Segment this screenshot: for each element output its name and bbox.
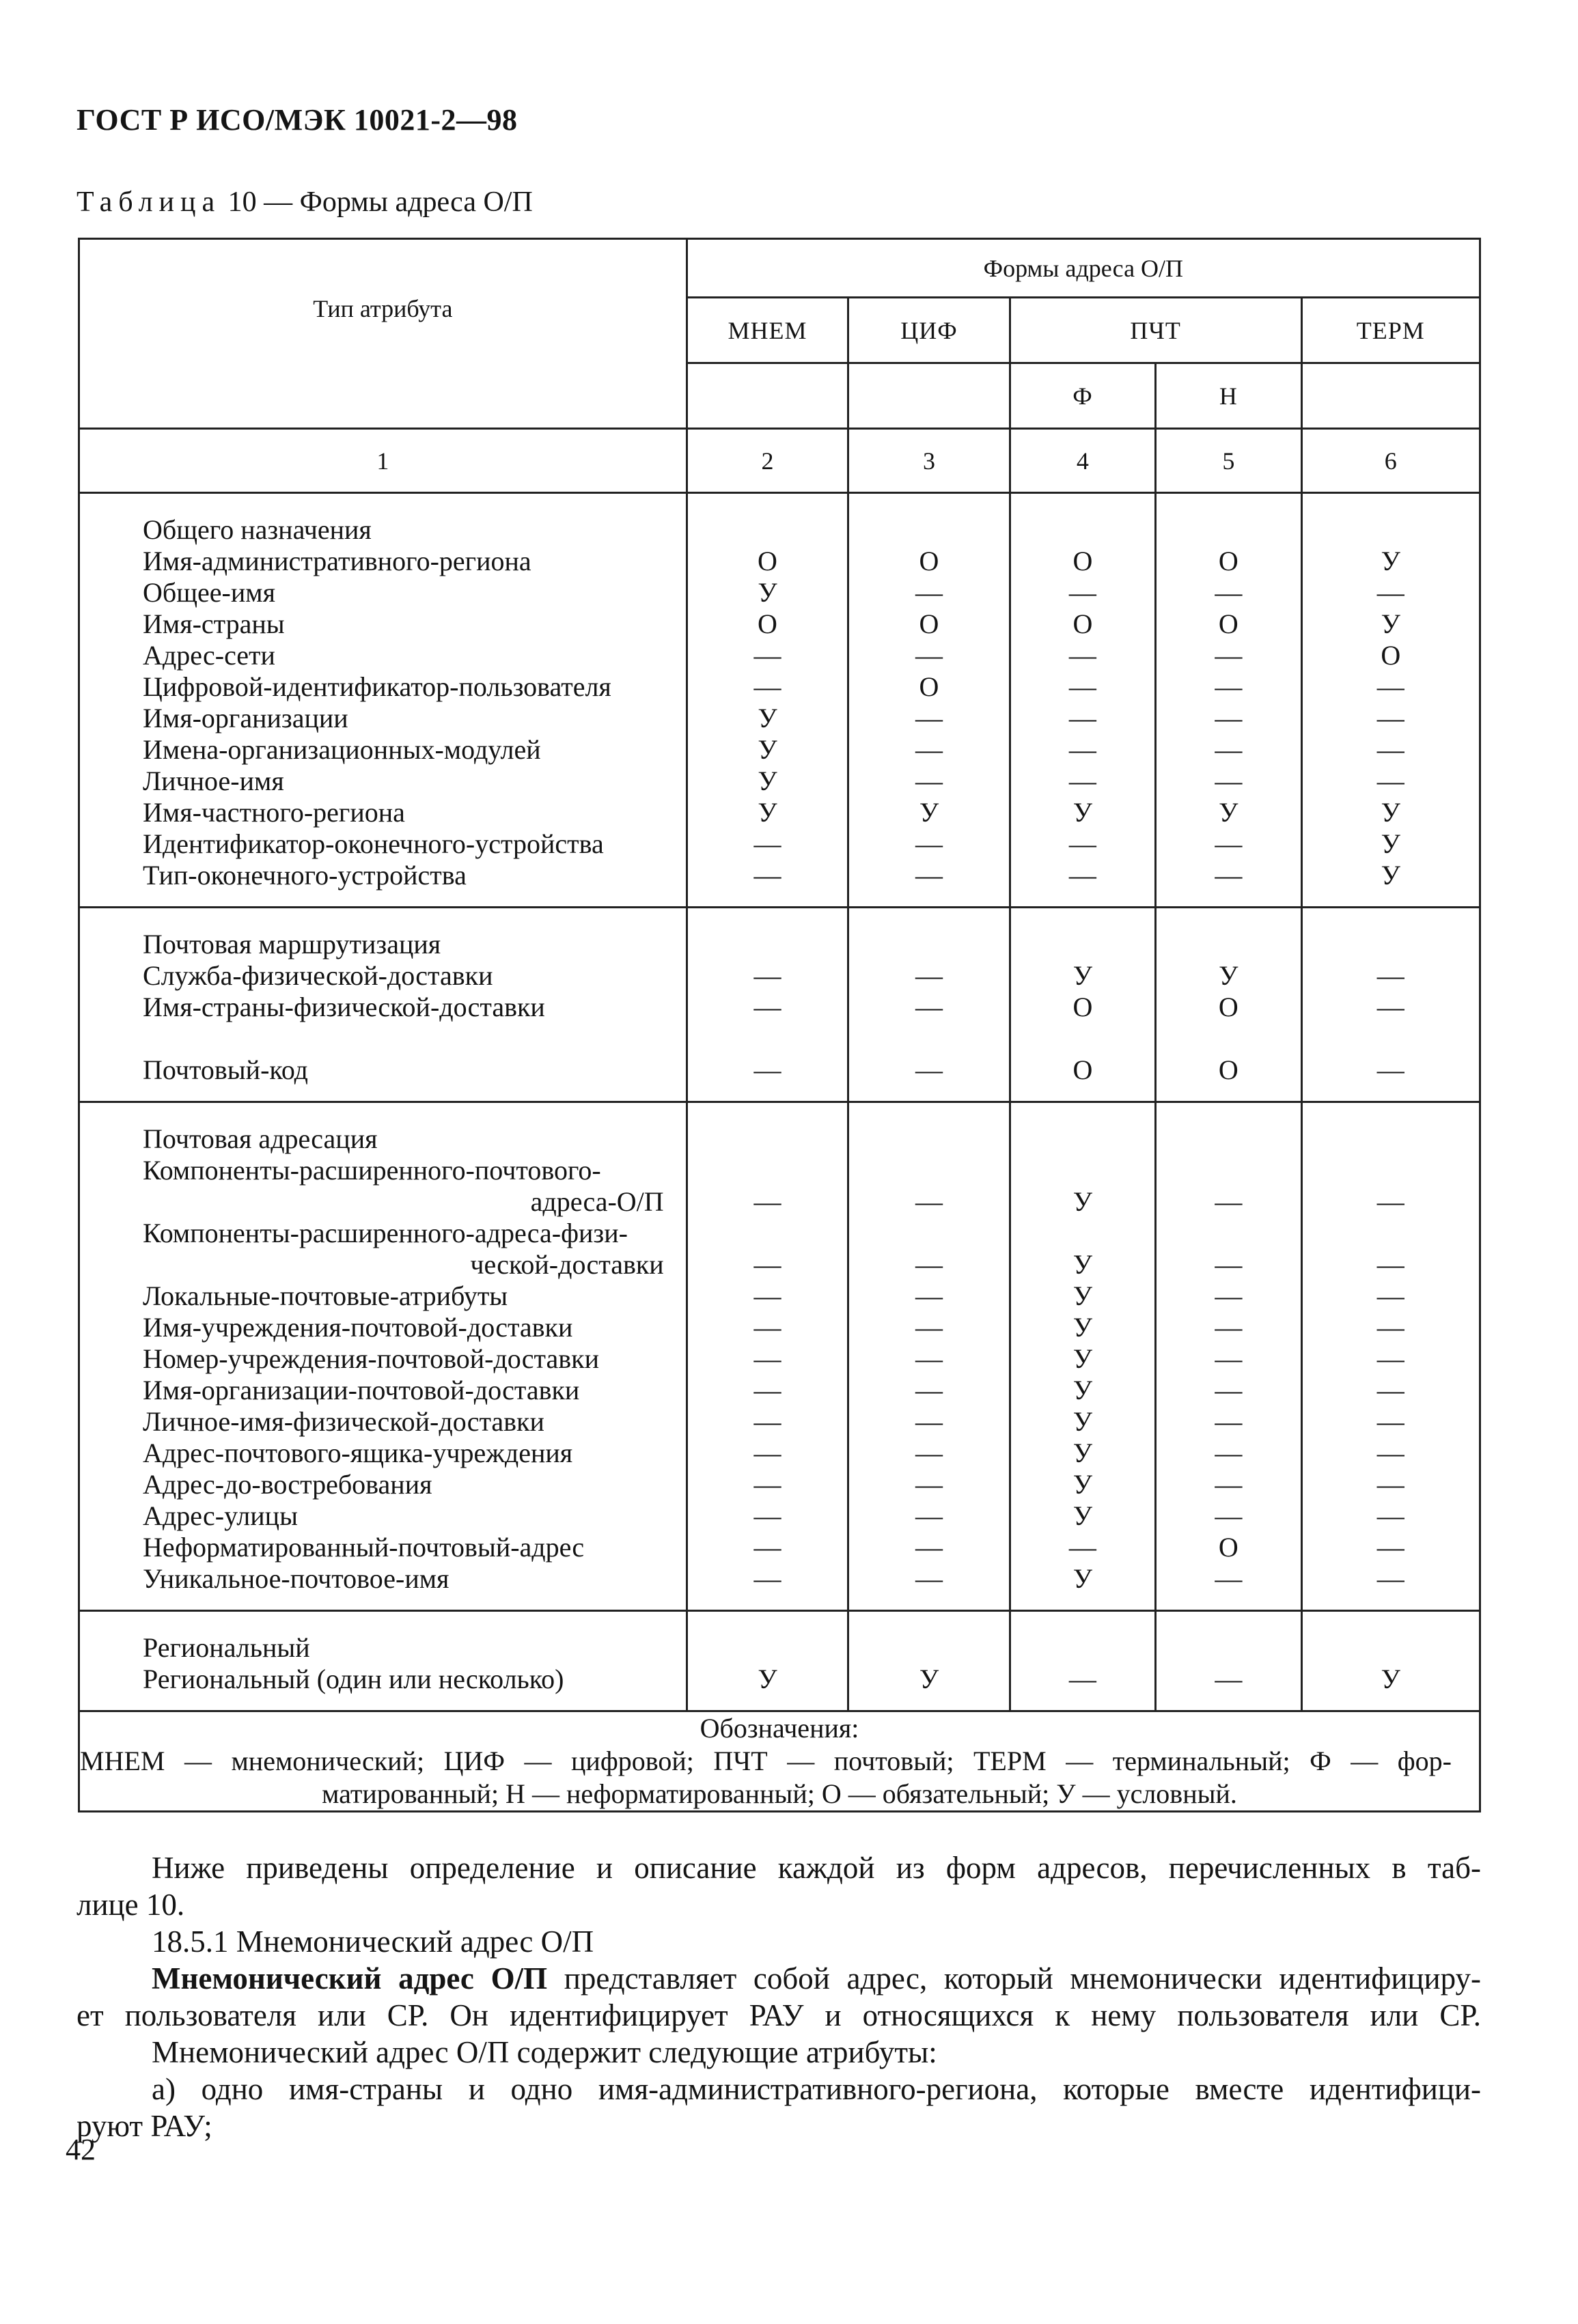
bold-term: Мнемонический адрес О/П [152,1961,548,1996]
cell-value: — [915,1438,943,1468]
cell-value [688,1123,848,1155]
cell-value: — [915,1500,943,1531]
cell-value: — [1376,1532,1404,1563]
attribute-cell [79,1102,687,1611]
col-number: 2 [687,429,848,493]
cell-value [1157,1123,1300,1155]
header-sub-n: Н [1156,363,1301,429]
cell-value: У [1381,1664,1400,1694]
caption-label: Таблица [77,186,221,218]
value-cell [1010,1102,1155,1611]
cell-value: — [1376,1500,1404,1531]
legend-title: Обозначения: [700,1713,859,1744]
cell-value: О [758,546,777,576]
cell-value: О [1381,640,1401,671]
cell-value: — [753,1406,781,1437]
value-cell [848,908,1010,1102]
paragraph-line: лице 10. [77,1888,185,1922]
cell-value: У [1072,1469,1093,1500]
cell-value [1011,1023,1154,1054]
cell-value: У [1381,546,1400,576]
cell-value [1157,929,1300,960]
cell-value: — [915,1406,943,1437]
cell-value: — [1215,703,1243,733]
cell-value: — [1376,1343,1404,1374]
attribute-name: адреса-О/П [530,1186,664,1217]
header-address-forms: Формы адреса О/П [687,239,1480,298]
attribute-name: Уникальное-почтовое-имя [143,1563,449,1594]
cell-value [1157,514,1300,546]
cell-value: О [919,546,939,576]
cell-value: — [753,1532,781,1563]
cell-value: — [753,1375,781,1405]
cell-value: — [1376,1406,1404,1437]
cell-value: У [1072,1280,1093,1311]
value-cell [848,1102,1010,1611]
cell-value: — [1215,577,1243,608]
cell-value: — [1376,1563,1404,1594]
attribute-cell [79,493,687,908]
header-pcht: ПЧТ [1010,298,1301,363]
cell-value [1011,514,1154,546]
cell-value: — [1215,766,1243,796]
value-cell [1301,1611,1480,1711]
table-group [79,493,1480,908]
cell-value: — [1376,1375,1404,1405]
attribute-name: Неформатированный-почтовый-адрес [143,1532,585,1563]
value-cell [687,1611,848,1711]
cell-value [688,1023,848,1054]
cell-value [688,514,848,546]
value-cell [1301,1102,1480,1611]
group-title: Региональный [143,1632,310,1663]
cell-value: — [1376,703,1404,733]
cell-value: У [1072,1312,1093,1343]
cell-value: У [1072,1343,1093,1374]
cell-value: — [753,828,781,859]
attribute-name: Служба-физической-доставки [143,960,493,991]
cell-value: — [753,1280,781,1311]
col-number: 1 [79,429,687,493]
cell-value: — [1215,671,1243,702]
cell-value: — [753,1563,781,1594]
value-cell [848,1611,1010,1711]
attribute-name: Региональный (один или несколько) [143,1664,564,1694]
attribute-name: Имя-страны [143,608,285,639]
cell-value: — [1068,1532,1096,1563]
cell-value: У [758,1664,777,1694]
cell-value: У [758,703,777,733]
cell-value [849,514,1008,546]
cell-value [1157,1023,1300,1054]
address-forms-table [78,238,1481,1812]
cell-value: — [1215,860,1243,891]
header-mnem: МНЕМ [687,298,848,363]
cell-value: — [915,734,943,765]
cell-value: — [753,1500,781,1531]
cell-value [1303,1155,1479,1186]
cell-value: — [753,1438,781,1468]
cell-value [688,929,848,960]
cell-value: У [919,1664,939,1694]
value-cell [687,1102,848,1611]
cell-value: — [1215,828,1243,859]
attribute-name: Имя-частного-региона [143,797,405,828]
value-cell [1156,493,1301,908]
cell-value: — [1376,734,1404,765]
header-term: ТЕРМ [1301,298,1480,363]
cell-value: У [1072,1406,1093,1437]
cell-value: — [915,1563,943,1594]
cell-value: — [915,703,943,733]
cell-value: — [1068,671,1096,702]
cell-value: — [753,960,781,991]
cell-value: — [1068,734,1096,765]
cell-value: У [1072,797,1093,828]
cell-value: О [1218,992,1238,1022]
cell-value: — [915,1249,943,1280]
attribute-name: Цифровой-идентификатор-пользователя [143,671,611,702]
paragraph-text: представляет собой адрес, который мнемонически идентифициру- [547,1961,1481,1996]
attribute-name: Имя-организации-почтовой-доставки [143,1375,580,1405]
cell-value: У [1381,797,1400,828]
attribute-name: Имена-организационных-модулей [143,734,541,765]
table-caption [77,186,533,219]
cell-value [688,1155,848,1186]
cell-value: — [1215,1312,1243,1343]
value-cell [1010,908,1155,1102]
group-title: Общего назначения [143,514,372,545]
value-cell [1156,1611,1301,1711]
cell-value [1303,1123,1479,1155]
attribute-name: Компоненты-расширенного-почтового- [143,1155,601,1186]
cell-value: — [1068,577,1096,608]
cell-value: У [1381,828,1400,859]
attribute-name: Личное-имя-физической-доставки [143,1406,544,1437]
cell-value: О [1072,992,1093,1022]
cell-value: У [1072,1375,1093,1405]
cell-value: — [1376,766,1404,796]
cell-value: О [1072,608,1093,639]
header-mnem-empty [687,363,848,429]
paragraph-line: ет пользователя или СР. Он идентифицирует РАУ и относящихся к нему пользователя или СР. [77,1998,1481,2032]
cell-value: — [915,828,943,859]
col-number: 4 [1010,429,1155,493]
cell-value: — [915,640,943,671]
cell-value: — [915,577,943,608]
cell-value: — [1215,640,1243,671]
cell-value: — [753,671,781,702]
cell-value: — [915,960,943,991]
legend-cell [79,1711,1480,1812]
cell-value: У [758,734,777,765]
attribute-name: Идентификатор-оконечного-устройства [143,828,604,859]
table-body [79,493,1480,1711]
paragraph-line: руют РАУ; [77,2109,212,2143]
cell-value: У [1072,1249,1093,1280]
cell-value: — [915,860,943,891]
value-cell [1156,1102,1301,1611]
cell-value: — [753,640,781,671]
body-text [77,1849,1481,2144]
cell-value: У [758,577,777,608]
value-cell [1156,908,1301,1102]
cell-value [849,1218,1008,1249]
cell-value: У [758,766,777,796]
cell-value: — [1215,1469,1243,1500]
cell-value: О [1218,546,1238,576]
cell-value: — [1215,1280,1243,1311]
attribute-name: Номер-учреждения-почтовой-доставки [143,1343,599,1374]
cell-value: У [758,797,777,828]
col-number: 3 [848,429,1010,493]
cell-value: — [1068,640,1096,671]
cell-value: — [1215,1500,1243,1531]
header-cif-empty [848,363,1010,429]
cell-value: — [1376,1312,1404,1343]
paragraph-line: Мнемонический адрес О/П содержит следующие атрибуты: [152,2035,937,2069]
cell-value: — [1376,1249,1404,1280]
header-attribute-type: Тип атрибута [79,239,687,429]
cell-value: — [1376,1469,1404,1500]
cell-value: У [1219,797,1238,828]
paragraph-line: Ниже приведены определение и описание каждой из форм адресов, перечисленных в таб- [152,1851,1481,1885]
cell-value: О [919,608,939,639]
cell-value: — [1376,1054,1404,1085]
cell-value: — [1215,1375,1243,1405]
cell-value [1011,1218,1154,1249]
cell-value: — [753,1054,781,1085]
group-title: Почтовая адресация [143,1123,378,1154]
cell-value: — [753,1312,781,1343]
cell-value [1011,929,1154,960]
cell-value: — [753,1469,781,1500]
attribute-name: Тип-оконечного-устройства [143,860,467,891]
cell-value [1303,1218,1479,1249]
attribute-cell [79,1611,687,1711]
value-cell [848,493,1010,908]
cell-value: О [1218,608,1238,639]
cell-value [1157,1632,1300,1664]
cell-value: — [1215,1249,1243,1280]
cell-value: — [915,1186,943,1217]
cell-value [1303,1632,1479,1664]
attribute-name: Имя-организации [143,703,348,733]
table-group [79,1611,1480,1711]
attribute-name: Имя-учреждения-почтовой-доставки [143,1312,573,1343]
cell-value: У [1072,1186,1093,1217]
legend-line: матированный; Н — неформатированный; О — обязательный; У — условный. [322,1778,1237,1809]
cell-value: — [1376,577,1404,608]
cell-value: У [1072,1500,1093,1531]
attribute-name: Личное-имя [143,766,284,796]
attribute-name: Имя-страны-физической-доставки [143,992,545,1022]
cell-value: — [1068,828,1096,859]
cell-value: — [753,1343,781,1374]
group-title: Почтовая маршрутизация [143,929,441,960]
cell-value [849,1155,1008,1186]
cell-value [849,929,1008,960]
paragraph-line [77,1960,1481,1997]
cell-value: — [915,1375,943,1405]
cell-value: — [915,992,943,1022]
cell-value [688,1218,848,1249]
cell-value: — [1068,766,1096,796]
cell-value [1011,1632,1154,1664]
cell-value [849,1023,1008,1054]
cell-value: — [1376,1280,1404,1311]
cell-value [1303,1023,1479,1054]
cell-value: У [1072,1563,1093,1594]
attribute-cell [79,908,687,1102]
attribute-name: Почтовый-код [143,1054,309,1085]
cell-value: — [915,766,943,796]
cell-value: У [1219,960,1238,991]
cell-value: — [1376,992,1404,1022]
column-numbers-row [79,429,1480,493]
cell-value: — [915,1532,943,1563]
value-cell [1010,493,1155,908]
cell-value: — [915,1280,943,1311]
attribute-name: Компоненты-расширенного-адреса-физи- [143,1218,628,1248]
header-term-empty [1301,363,1480,429]
cell-value [1011,1155,1154,1186]
page-number: 42 [66,2133,96,2166]
cell-value: — [1215,1438,1243,1468]
cell-value: О [919,671,939,702]
section-heading: 18.5.1 Мнемонический адрес О/П [152,1924,594,1959]
document-header: ГОСТ Р ИСО/МЭК 10021-2—98 [77,103,518,137]
cell-value: — [915,1054,943,1085]
col-number: 5 [1156,429,1301,493]
cell-value [1303,514,1479,546]
cell-value: — [753,1186,781,1217]
cell-value: — [1215,734,1243,765]
attribute-name: Адрес-до-востребования [143,1469,432,1500]
col-number: 6 [1301,429,1480,493]
cell-value: О [1072,546,1093,576]
caption-title: 10 — Формы адреса О/П [221,186,533,218]
cell-value: — [1215,1563,1243,1594]
attribute-name: Адрес-сети [143,640,275,671]
attribute-name: Локальные-почтовые-атрибуты [143,1280,508,1311]
cell-value: У [1072,960,1093,991]
attribute-name: Адрес-почтового-ящика-учреждения [143,1438,573,1468]
paragraph-line: а) одно имя-страны и одно имя-административного-региона, которые вместе идентифици- [152,2072,1481,2106]
cell-value: — [1068,860,1096,891]
cell-value: О [1072,1054,1093,1085]
cell-value: — [1215,1406,1243,1437]
header-sub-f: Ф [1010,363,1155,429]
value-cell [1301,493,1480,908]
table-group [79,908,1480,1102]
cell-value: — [753,992,781,1022]
cell-value: — [915,1312,943,1343]
legend-row [79,1711,1480,1812]
value-cell [1301,908,1480,1102]
attribute-name: Имя-административного-региона [143,546,531,576]
cell-value [849,1123,1008,1155]
cell-value: У [919,797,939,828]
cell-value: О [758,608,777,639]
attribute-name: Общее-имя [143,577,275,608]
header-cif: ЦИФ [848,298,1010,363]
cell-value: — [1215,1343,1243,1374]
cell-value: У [1072,1438,1093,1468]
cell-value: — [753,860,781,891]
legend-line: МНЕМ — мнемонический; ЦИФ — цифровой; ПЧТ — почтовый; ТЕРМ — терминальный; Ф — фор- [80,1746,1452,1776]
cell-value: — [915,1343,943,1374]
attribute-name: ческой-доставки [470,1249,664,1280]
cell-value [1011,1123,1154,1155]
value-cell [687,493,848,908]
cell-value [1157,1155,1300,1186]
cell-value [688,1632,848,1664]
cell-value: — [1376,1186,1404,1217]
cell-value: У [1381,860,1400,891]
cell-value: У [1381,608,1400,639]
value-cell [687,908,848,1102]
cell-value: — [1215,1664,1243,1694]
cell-value [1303,929,1479,960]
table-group [79,1102,1480,1611]
cell-value: — [1376,1438,1404,1468]
cell-value: — [1376,960,1404,991]
cell-value: — [1215,1186,1243,1217]
value-cell [1010,1611,1155,1711]
cell-value: — [1068,703,1096,733]
cell-value: — [1068,1664,1096,1694]
cell-value [1157,1218,1300,1249]
cell-value: — [1376,671,1404,702]
cell-value: О [1218,1532,1238,1563]
attribute-name [143,1023,686,1054]
cell-value: — [753,1249,781,1280]
cell-value: — [915,1469,943,1500]
attribute-name: Адрес-улицы [143,1500,298,1531]
cell-value: О [1218,1054,1238,1085]
cell-value [849,1632,1008,1664]
